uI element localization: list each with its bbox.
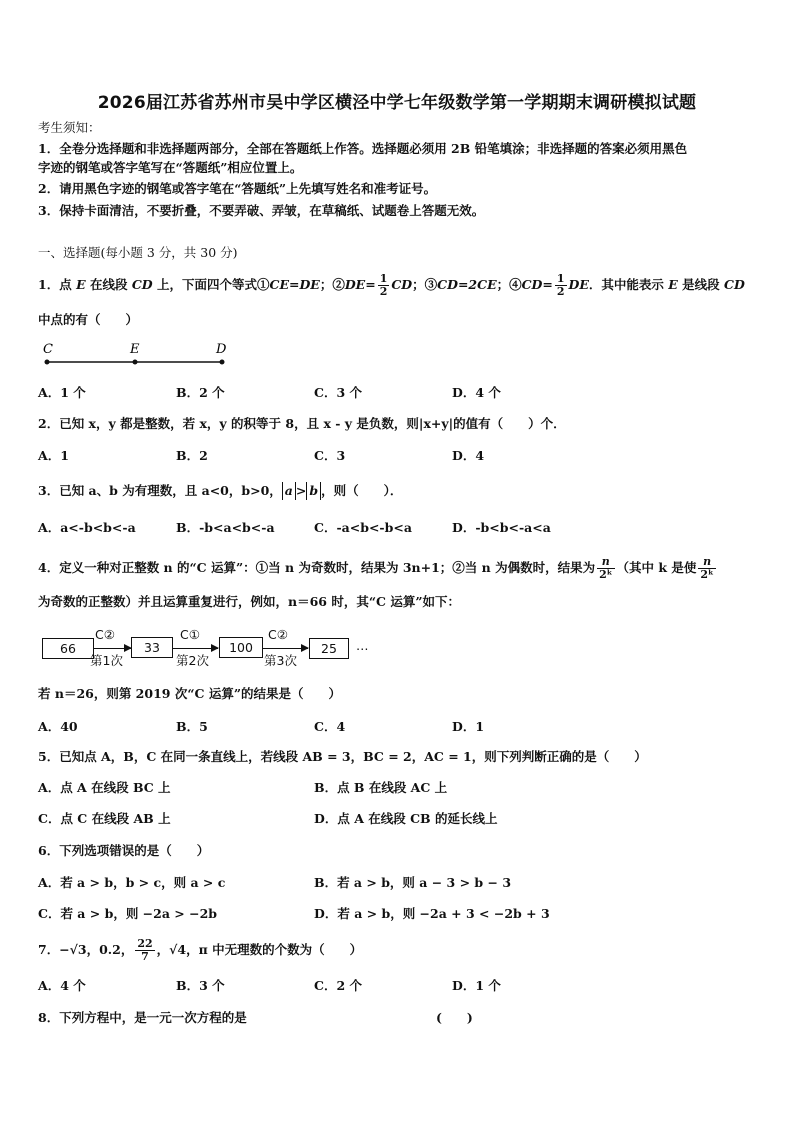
q4-option-d[interactable]: D．1 bbox=[452, 719, 485, 734]
point-c bbox=[45, 360, 50, 365]
q4-option-c[interactable]: C．4 bbox=[314, 719, 346, 734]
question-4: 4．定义一种对正整数 n 的“C 运算”：①当 n 为奇数时，结果为 3n+1；②当 n 为偶数时，结果为 $\frac{n}{\text{2ᵏ}}$ （其中 k 是使 $\frac{n}{\text{2ᵏ}}$ bbox=[38, 555, 714, 581]
q1-option-a[interactable]: A．1 个 bbox=[38, 385, 86, 400]
q5-option-b[interactable]: B．点 B 在线段 AC 上 bbox=[314, 780, 448, 795]
flow-arrow-3 bbox=[262, 648, 308, 649]
label-c: C bbox=[43, 342, 53, 357]
q1-option-c[interactable]: C．3 个 bbox=[314, 385, 362, 400]
q5-option-d[interactable]: D．点 A 在线段 CB 的延长线上 bbox=[314, 811, 498, 826]
flow-box-25: 25 bbox=[309, 638, 349, 659]
abs-b: b bbox=[306, 482, 321, 500]
notice-line-2: 2．请用黑色字迹的钢笔或答字笔在“答题纸”上先填写姓名和准考证号。 bbox=[38, 181, 437, 196]
q2-option-c[interactable]: C．3 bbox=[314, 448, 346, 463]
flow-box-33: 33 bbox=[131, 637, 173, 658]
q5-option-a[interactable]: A．点 A 在线段 BC 上 bbox=[38, 780, 171, 795]
question-8: 8．下列方程中，是一元一次方程的是 bbox=[38, 1010, 247, 1025]
flow-arrow-2 bbox=[172, 648, 218, 649]
q7-option-a[interactable]: A．4 个 bbox=[38, 978, 86, 993]
question-4-line-2: 为奇数的正整数）并且运算重复进行，例如，n＝66 时，其“C 运算”如下： bbox=[38, 594, 461, 609]
question-4-line-3: 若 n＝26，则第 2019 次“C 运算”的结果是（ ） bbox=[38, 686, 342, 701]
question-8-paren: ( ) bbox=[436, 1010, 473, 1025]
abs-a: a bbox=[282, 482, 296, 500]
fraction-n-over-2k-2: $\frac{n}{\text{2ᵏ}}$ bbox=[700, 555, 714, 581]
q2-option-a[interactable]: A．1 bbox=[38, 448, 69, 463]
q1-option-b[interactable]: B．2 个 bbox=[176, 385, 225, 400]
flow-op-3: C② bbox=[268, 627, 288, 642]
question-6: 6．下列选项错误的是（ ） bbox=[38, 843, 210, 858]
q3-option-c[interactable]: C．-a<b<-b<a bbox=[314, 520, 412, 535]
label-e: E bbox=[130, 342, 140, 357]
flow-op-1: C② bbox=[95, 627, 115, 642]
notice-line-3: 3．保持卡面清洁，不要折叠，不要弄破、弄皱，在草稿纸、试题卷上答题无效。 bbox=[38, 203, 485, 218]
q6-option-b[interactable]: B．若 a > b，则 a − 3 > b − 3 bbox=[314, 875, 512, 890]
question-3: 3．已知 a、b 为有理数，且 a<0，b>0， a > b ，则（ ）． bbox=[38, 483, 403, 498]
question-7: 7．−√3，0.2， $\frac{22}{7}$ ，√4，π 中无理数的个数为（ ） bbox=[38, 937, 363, 963]
segment-cd-figure bbox=[38, 340, 238, 370]
q6-option-a[interactable]: A．若 a > b，b > c，则 a > c bbox=[38, 875, 226, 890]
q4-option-b[interactable]: B．5 bbox=[176, 719, 208, 734]
q3-option-a[interactable]: A．a<-b<b<-a bbox=[38, 520, 136, 535]
notice-line-1b: 字迹的钢笔或答字笔写在“答题纸”相应位置上。 bbox=[38, 160, 303, 175]
flow-ellipsis: … bbox=[356, 638, 369, 653]
flow-arrow-1 bbox=[93, 648, 131, 649]
label-d: D bbox=[216, 342, 227, 357]
notice-line-1a: 1．全卷分选择题和非选择题两部分，全部在答题纸上作答。选择题必须用 2B 铅笔填涂；非选择题的答案必须用黑色 bbox=[38, 141, 688, 156]
q2-option-d[interactable]: D．4 bbox=[452, 448, 485, 463]
q3-option-d[interactable]: D．-b<b<-a<a bbox=[452, 520, 551, 535]
flow-op-2: C① bbox=[180, 627, 200, 642]
flow-step-3: 第3次 bbox=[264, 653, 297, 668]
fraction-half-2: $\frac{1}{2}$ bbox=[556, 272, 565, 298]
section-heading: 一、选择题(每小题 3 分，共 30 分) bbox=[38, 245, 238, 260]
point-e bbox=[133, 360, 138, 365]
point-d bbox=[220, 360, 225, 365]
q7-option-b[interactable]: B．3 个 bbox=[176, 978, 225, 993]
fraction-22-7: $\frac{22}{7}$ bbox=[137, 937, 153, 963]
q7-option-c[interactable]: C．2 个 bbox=[314, 978, 362, 993]
question-2: 2．已知 x，y 都是整数，若 x，y 的积等于 8，且 x - y 是负数，则|x+y|的值有（ ）个． bbox=[38, 416, 566, 431]
q7-option-d[interactable]: D．1 个 bbox=[452, 978, 501, 993]
flow-box-100: 100 bbox=[219, 637, 263, 658]
notice-heading: 考生须知： bbox=[38, 120, 101, 135]
q6-option-d[interactable]: D．若 a > b，则 −2a + 3 < −2b + 3 bbox=[314, 906, 550, 921]
page-title: 2026届江苏省苏州市吴中学区横泾中学七年级数学第一学期期末调研模拟试题 bbox=[97, 93, 697, 113]
flow-step-1: 第1次 bbox=[90, 653, 123, 668]
flow-step-2: 第2次 bbox=[176, 653, 209, 668]
question-1: 1．点 E 在线段 CD 上，下面四个等式①CE=DE；②DE= $\frac{1}{2}$ CD；③CD=2CE；④CD= $\frac{1}{2}$ DE．其中能表示 E 是线段 CD bbox=[38, 272, 745, 298]
q4-option-a[interactable]: A．40 bbox=[38, 719, 78, 734]
fraction-n-over-2k: $\frac{n}{\text{2ᵏ}}$ bbox=[599, 555, 613, 581]
q1-option-d[interactable]: D．4 个 bbox=[452, 385, 501, 400]
q5-option-c[interactable]: C．点 C 在线段 AB 上 bbox=[38, 811, 171, 826]
fraction-half: $\frac{1}{2}$ bbox=[379, 272, 388, 298]
flow-box-66: 66 bbox=[42, 638, 94, 659]
q6-option-c[interactable]: C．若 a > b，则 −2a > −2b bbox=[38, 906, 218, 921]
q2-option-b[interactable]: B．2 bbox=[176, 448, 208, 463]
question-1-line-2: 中点的有（ ） bbox=[38, 312, 139, 327]
question-5: 5．已知点 A，B，C 在同一条直线上，若线段 AB = 3，BC = 2，AC = 1，则下列判断正确的是（ ） bbox=[38, 749, 647, 764]
q3-option-b[interactable]: B．-b<a<b<-a bbox=[176, 520, 275, 535]
